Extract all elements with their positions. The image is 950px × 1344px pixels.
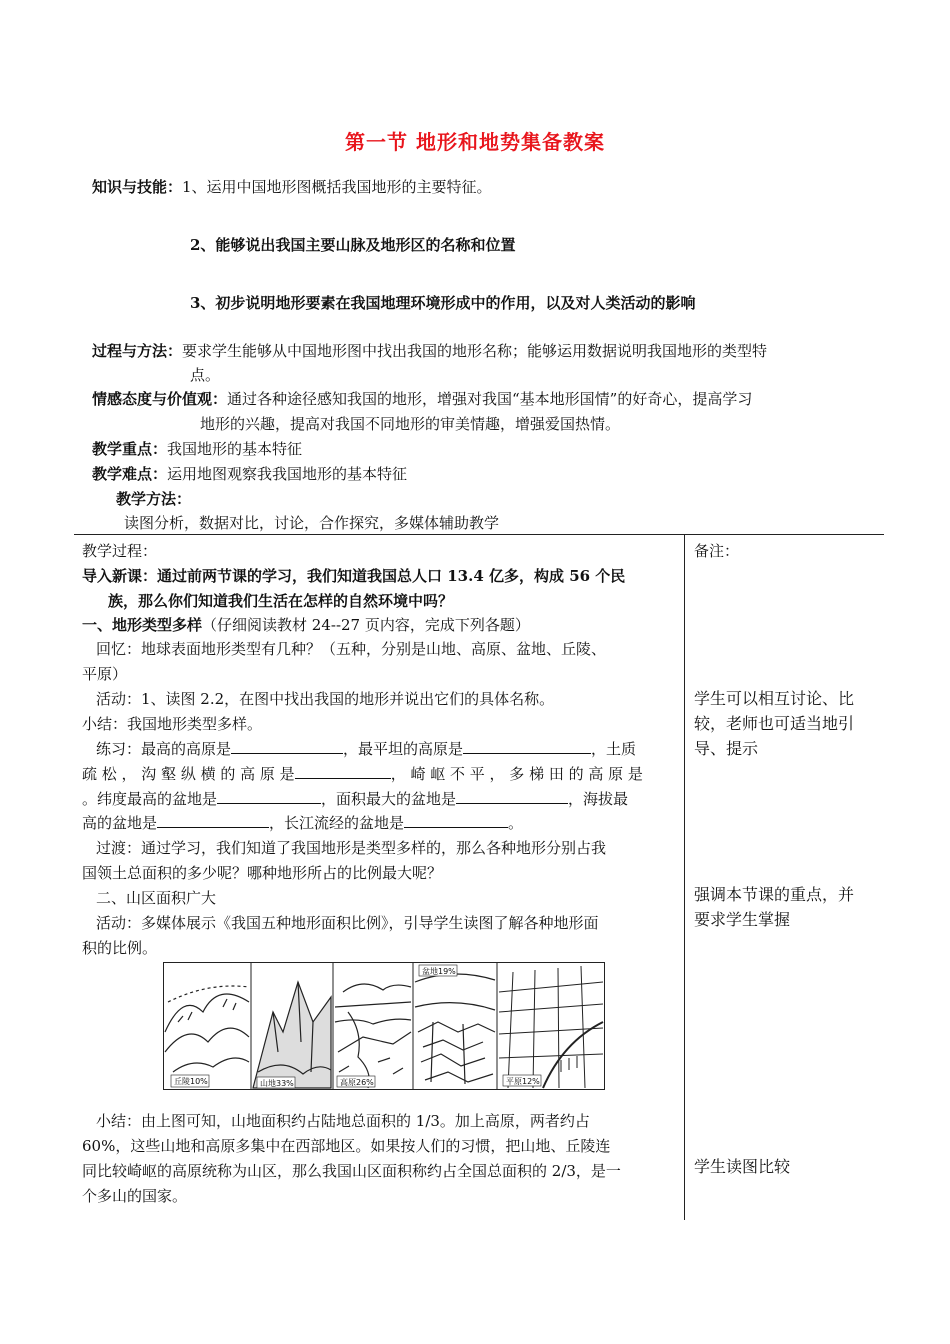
note-2-line-1: 强调本节课的重点，并 [694,885,855,904]
exercise-text: 高的盆地是 [82,814,158,832]
table-top-border [74,534,884,535]
summary-2-line-3: 同比较崎岖的高原统称为山区，那么我国山区面积称约占全国总面积的 2/3，是一 [82,1162,621,1180]
process-line-1 [92,340,767,361]
section-2-title: 二、山区面积广大 [96,889,217,907]
section-1-heading [82,614,530,635]
landform-proportion-figure [163,962,605,1090]
table-column-divider [684,534,685,1220]
page-title: 第一节 地形和地势集备教案 [345,130,605,154]
exercise-text: 。 [508,814,524,832]
answer-blank[interactable] [157,813,269,828]
emotion-text-2: 地形的兴趣，提高对我国不同地形的审美情趣，增强爱国热情。 [200,415,621,433]
process-header: 教学过程： [82,542,158,560]
recall-line-1: 回忆：地球表面地形类型有几种？（五种，分别是山地、高原、盆地、丘陵、 [96,640,607,658]
exercise-line-3 [82,788,628,809]
intro-line-2: 族，那么你们知道我们生活在怎样的自然环境中吗？ [108,592,454,610]
activity-1: 活动：1、读图 2.2，在图中找出我国的地形并说出它们的具体名称。 [96,690,555,708]
emotion-text-1: 通过各种途径感知我国的地形，增强对我国“基本地形国情”的好奇心，提高学习 [227,390,753,408]
note-1-line-2: 较，老师也可适当地引 [694,714,855,733]
transition-line-1: 过渡：通过学习，我们知道了我国地形是类型多样的，那么各种地形分别占我 [96,839,607,857]
answer-blank[interactable] [456,789,568,804]
figure-label-mountains: 山地33% [260,1079,294,1088]
process-text-1: 要求学生能够从中国地形图中找出我国的地形名称；能够运用数据说明我国地形的类型特 [182,342,768,360]
note-2-line-2: 要求学生掌握 [694,910,791,929]
emotion-label: 情感态度与价值观： [92,390,228,408]
process-text-2: 点。 [190,366,221,384]
method-text: 读图分析，数据对比，讨论，合作探究，多媒体辅助教学 [124,514,500,532]
notes-header: 备注： [694,542,740,560]
exercise-line-2 [82,763,643,784]
exercise-text: 练习：最高的高原是 [96,740,232,758]
transition-line-2: 国领土总面积的多少呢？哪种地形所占的比例最大呢？ [82,864,443,882]
exercise-text: 疏 松 ， 沟 壑 纵 横 的 高 原 是 [82,765,295,783]
activity-2-line-2: 积的比例。 [82,939,158,957]
section-1-note: （仔细阅读教材 24--27 页内容，完成下列各题） [202,616,530,634]
activity-2-line-1: 活动：多媒体展示《我国五种地形面积比例》，引导学生读图了解各种地形面 [96,914,599,932]
exercise-text: ，最平坦的高原是 [343,740,464,758]
process-label: 过程与方法： [92,342,183,360]
answer-blank[interactable] [217,789,321,804]
summary-1: 小结：我国地形类型多样。 [82,715,263,733]
exercise-line-1 [96,738,636,759]
note-1-line-1: 学生可以相互讨论、比 [694,689,855,708]
exercise-text: 。纬度最高的盆地是 [82,790,218,808]
answer-blank[interactable] [463,739,591,754]
figure-label-plateau: 高原26% [340,1078,374,1087]
exercise-text: ，土质 [591,740,637,758]
exercise-text: ，面积最大的盆地是 [321,790,457,808]
figure-label-hills: 丘陵10% [174,1077,208,1086]
difficult-point-text: 运用地图观察我我国地形的基本特征 [167,465,408,483]
knowledge-label: 知识与技能： [92,178,183,196]
emotion-line-1 [92,388,752,409]
difficult-point-label: 教学难点： [92,465,168,483]
answer-blank[interactable] [231,739,343,754]
recall-line-2: 平原） [82,665,128,683]
difficult-point-line [92,463,407,484]
summary-2-line-1: 小结：由上图可知，山地面积约占陆地总面积的 1/3。加上高原，两者约占 [96,1112,590,1130]
knowledge-item-1: 1、运用中国地形图概括我国地形的主要特征。 [182,178,492,196]
figure-label-basin: 盆地19% [422,967,456,976]
knowledge-item-3: 3、初步说明地形要素在我国地理环境形成中的作用，以及对人类活动的影响 [190,294,696,312]
exercise-text: ，海拔最 [568,790,629,808]
note-3: 学生读图比较 [694,1157,791,1176]
answer-blank[interactable] [404,813,508,828]
key-point-line [92,438,302,459]
key-point-text: 我国地形的基本特征 [167,440,303,458]
knowledge-item-2: 2、能够说出我国主要山脉及地形区的名称和位置 [190,236,516,254]
answer-blank[interactable] [295,764,391,779]
section-1-title: 一、地形类型多样 [82,616,203,634]
exercise-line-4 [82,812,523,833]
key-point-label: 教学重点： [92,440,168,458]
exercise-text: ， 崎 岖 不 平 ， 多 梯 田 的 高 原 是 [390,765,643,783]
method-label: 教学方法： [116,490,192,508]
figure-label-plain: 平原12% [506,1077,540,1086]
summary-2-line-4: 个多山的国家。 [82,1187,188,1205]
summary-2-line-2: 60%，这些山地和高原多集中在西部地区。如果按人们的习惯，把山地、丘陵连 [82,1137,611,1155]
intro-line-1: 导入新课：通过前两节课的学习，我们知道我国总人口 13.4 亿多，构成 56 个民 [82,567,626,585]
note-1-line-3: 导、提示 [694,739,759,758]
knowledge-line-1 [92,176,492,197]
exercise-text: ，长江流经的盆地是 [269,814,405,832]
